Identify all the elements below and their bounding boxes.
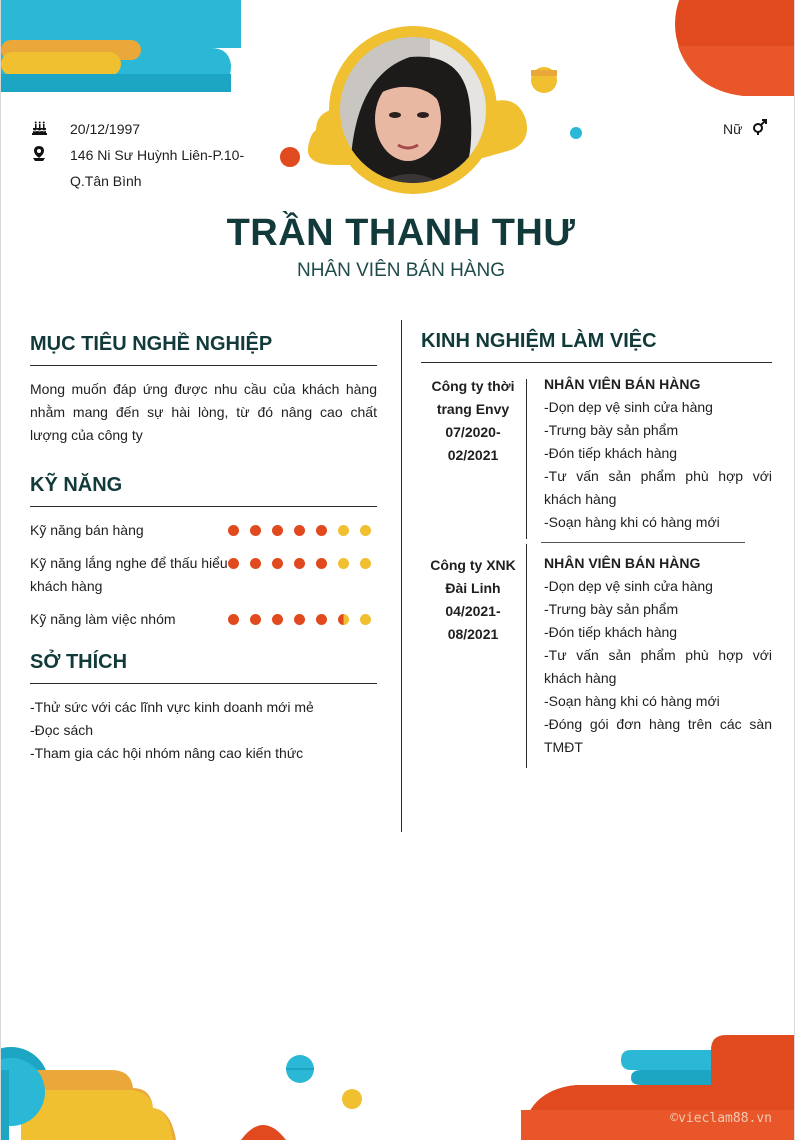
experience-task: -Dọn dẹp vệ sinh cửa hàng bbox=[544, 578, 713, 594]
experience-role: NHÂN VIÊN BÁN HÀNG bbox=[544, 555, 701, 571]
company-line: 04/2021- bbox=[445, 603, 501, 619]
left-column bbox=[30, 333, 377, 765]
column-divider bbox=[401, 320, 402, 832]
rating-dot bbox=[272, 614, 283, 625]
rating-dot bbox=[250, 525, 261, 536]
top-left-decoration bbox=[1, 0, 241, 100]
experience-item bbox=[421, 552, 772, 759]
rating-dot bbox=[338, 614, 349, 625]
birthday-text: 20/12/1997 bbox=[70, 121, 141, 137]
skills-title: KỸ NĂNG bbox=[30, 474, 377, 507]
rating-dot bbox=[250, 558, 261, 569]
skill-rating bbox=[228, 614, 382, 625]
hobbies-title: SỞ THÍCH bbox=[30, 651, 377, 684]
rating-dot bbox=[360, 525, 371, 536]
hobby-item: -Tham gia các hội nhóm nâng cao kiến thức bbox=[30, 745, 304, 761]
experience-task: -Soạn hàng khi có hàng mới bbox=[544, 693, 720, 709]
experience-details bbox=[544, 552, 772, 759]
bottom-center-dots bbox=[281, 1050, 371, 1112]
experience-company bbox=[421, 552, 525, 759]
rating-dot bbox=[316, 525, 327, 536]
experience-details bbox=[544, 373, 772, 534]
birthday-row bbox=[32, 116, 244, 142]
rating-dot bbox=[272, 558, 283, 569]
candidate-name: TRẦN THANH THƯ bbox=[226, 212, 576, 254]
rating-dot bbox=[294, 558, 305, 569]
rating-dot bbox=[228, 558, 239, 569]
hobbies-section bbox=[30, 651, 377, 765]
address-line-2: Q.Tân Bình bbox=[70, 173, 142, 189]
avatar bbox=[340, 37, 486, 183]
experience-task: -Tư vấn sản phẩm phù hợp với khách hàng bbox=[544, 647, 772, 686]
experience-separator bbox=[541, 542, 745, 543]
skill-rating bbox=[228, 558, 382, 569]
skill-label: Kỹ năng bán hàng bbox=[30, 522, 144, 538]
experience-task: -Trưng bày sản phẩm bbox=[544, 422, 679, 438]
company-line: Công ty thời bbox=[431, 378, 515, 394]
objective-text: Mong muốn đáp ứng được nhu cầu của khách hàng nhằm mang đến sự hài lòng, từ đó nâng cao chất lượng của công ty bbox=[30, 381, 377, 443]
rating-dot bbox=[294, 525, 305, 536]
top-right-decoration-lower bbox=[673, 46, 795, 96]
skill-label: Kỹ năng làm việc nhóm bbox=[30, 611, 176, 627]
rating-dot bbox=[250, 614, 261, 625]
skill-label: Kỹ năng lắng nghe để thấu hiểu khách hàng bbox=[30, 555, 228, 594]
company-line: Công ty XNK bbox=[430, 557, 516, 573]
bottom-left-decoration bbox=[1, 1030, 301, 1140]
rating-dot bbox=[360, 614, 371, 625]
experience-task: -Đón tiếp khách hàng bbox=[544, 624, 678, 640]
skill-item bbox=[30, 608, 377, 641]
experience-company bbox=[421, 373, 525, 534]
rating-dot bbox=[316, 614, 327, 625]
location-pin-icon bbox=[32, 142, 70, 164]
cake-icon bbox=[32, 116, 70, 138]
experience-item bbox=[421, 373, 772, 534]
company-line: Đài Linh bbox=[445, 580, 501, 596]
experience-task: -Soạn hàng khi có hàng mới bbox=[544, 514, 720, 530]
rating-dot bbox=[316, 558, 327, 569]
company-line: 08/2021 bbox=[447, 626, 499, 642]
job-title: NHÂN VIÊN BÁN HÀNG bbox=[297, 260, 505, 281]
objective-title: MỤC TIÊU NGHỀ NGHIỆP bbox=[30, 333, 377, 366]
watermark: ©vieclam88.vn bbox=[670, 1111, 772, 1126]
rating-dot bbox=[338, 558, 349, 569]
rating-dot bbox=[228, 614, 239, 625]
experience-task: -Tư vấn sản phẩm phù hợp với khách hàng bbox=[544, 468, 772, 507]
company-line: 07/2020- bbox=[445, 424, 501, 440]
rating-dot bbox=[272, 525, 283, 536]
address-line-1: 146 Ni Sư Huỳnh Liên-P.10- bbox=[70, 147, 245, 163]
skill-item bbox=[30, 552, 377, 608]
rating-dot bbox=[338, 525, 349, 536]
rating-dot bbox=[360, 558, 371, 569]
experience-timeline bbox=[526, 544, 527, 768]
personal-info-left bbox=[32, 116, 244, 194]
gender-info bbox=[723, 116, 770, 142]
objective-section bbox=[30, 333, 377, 447]
experience-task: -Đóng gói đơn hàng trên các sàn TMĐT bbox=[544, 716, 772, 755]
experience-task: -Đón tiếp khách hàng bbox=[544, 445, 678, 461]
hobby-item: -Đọc sách bbox=[30, 722, 94, 738]
gender-icon bbox=[752, 116, 770, 138]
skill-item bbox=[30, 519, 377, 552]
experience-role: NHÂN VIÊN BÁN HÀNG bbox=[544, 376, 701, 392]
skill-rating bbox=[228, 525, 382, 536]
address-row bbox=[32, 142, 244, 194]
experience-title: KINH NGHIỆM LÀM VIỆC bbox=[421, 330, 772, 363]
experience-timeline bbox=[526, 379, 527, 539]
company-line: 02/2021 bbox=[447, 447, 499, 463]
right-column bbox=[421, 330, 772, 759]
experience-task: -Trưng bày sản phẩm bbox=[544, 601, 679, 617]
company-line: trang Envy bbox=[436, 401, 510, 417]
hobby-item: -Thử sức với các lĩnh vực kinh doanh mới mẻ bbox=[30, 699, 314, 715]
skills-section bbox=[30, 474, 377, 641]
gender-text: Nữ bbox=[723, 121, 743, 137]
experience-task: -Dọn dẹp vệ sinh cửa hàng bbox=[544, 399, 713, 415]
rating-dot bbox=[228, 525, 239, 536]
rating-dot bbox=[294, 614, 305, 625]
